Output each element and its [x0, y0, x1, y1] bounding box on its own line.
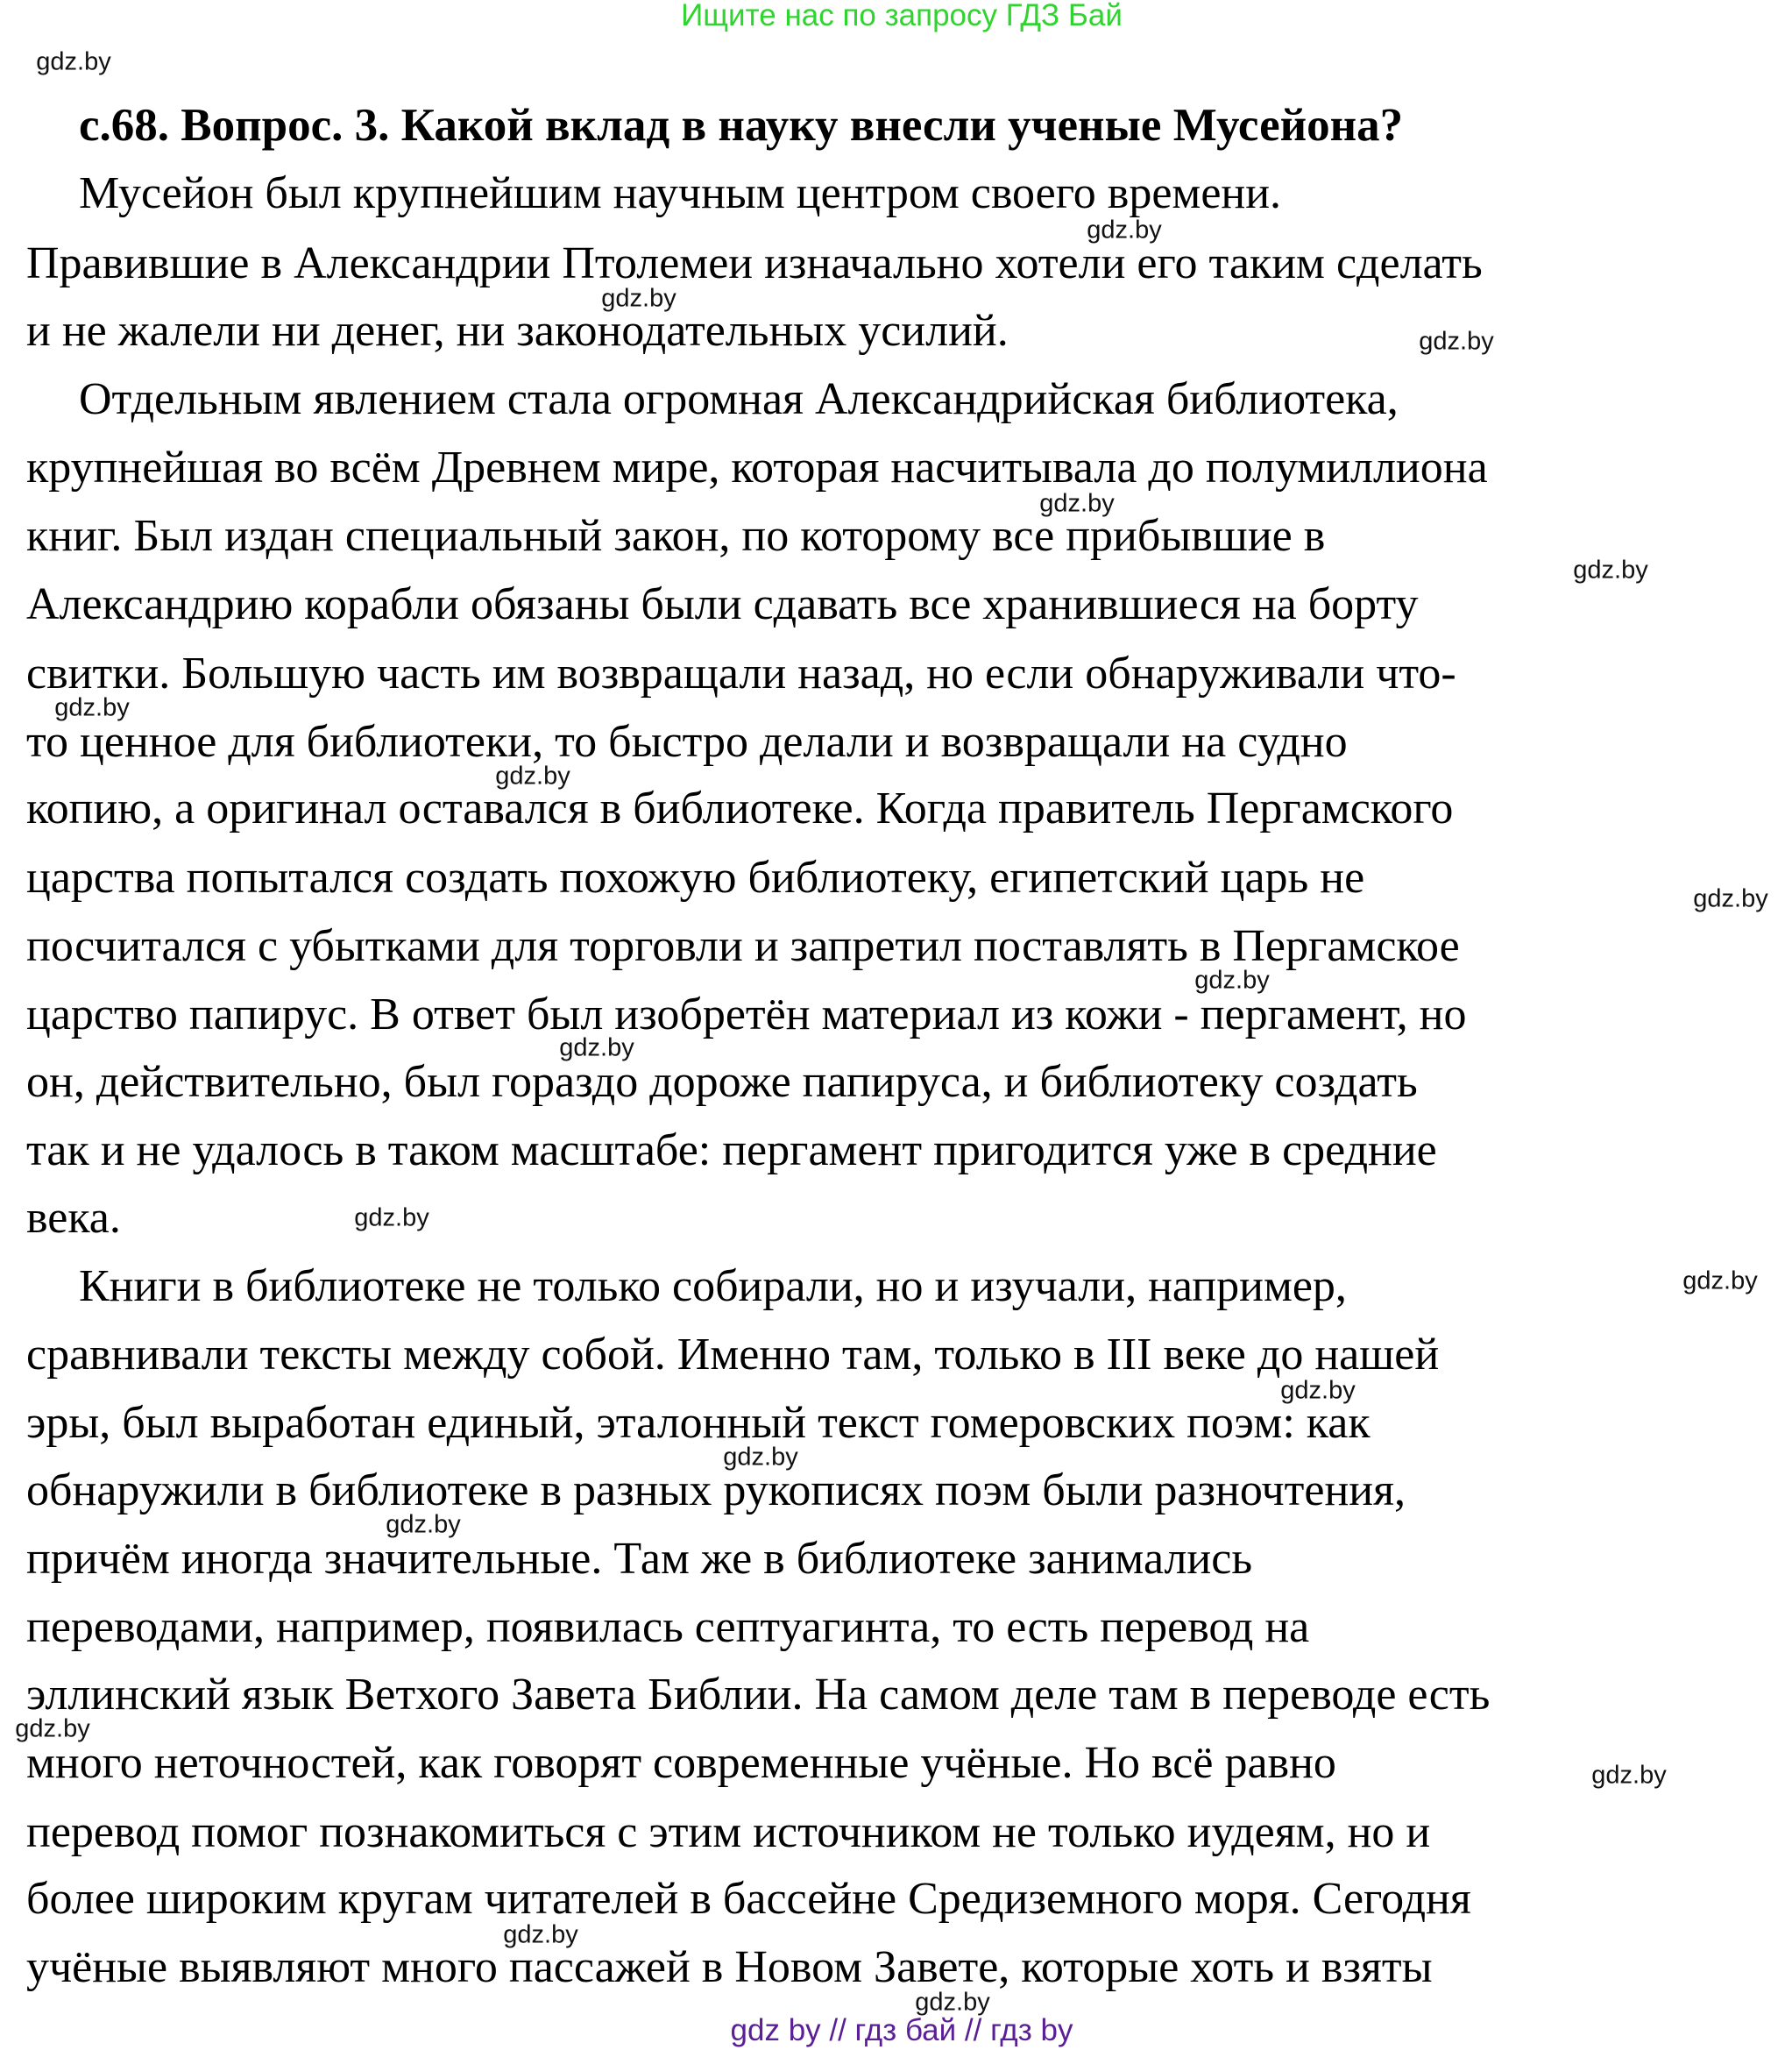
text-line: Александрию корабли обязаны были сдавать все хранившиеся на борту	[26, 579, 1419, 629]
watermark: gdz.by	[36, 47, 111, 76]
text-line: книг. Был издан специальный закон, по которому все прибывшие в	[26, 511, 1326, 561]
watermark: gdz.by	[54, 693, 130, 722]
text-line: крупнейшая во всём Древнем мире, которая насчитывала до полумиллиона	[26, 443, 1488, 493]
watermark: gdz.by	[354, 1203, 429, 1232]
watermark: gdz.by	[1682, 1266, 1758, 1295]
watermark: gdz.by	[1419, 327, 1494, 356]
search-banner: Ищите нас по запросу ГДЗ Бай	[681, 0, 1123, 32]
watermark: gdz.by	[601, 284, 676, 313]
watermark: gdz.by	[1573, 556, 1648, 585]
watermark: gdz.by	[503, 1920, 578, 1949]
text-line: учёные выявляют много пассажей в Новом Завете, которые хоть и взяты	[26, 1942, 1433, 1992]
text-line: перевод помог познакомиться с этим источником не только иудеям, но и	[26, 1807, 1431, 1857]
text-line: он, действительно, был гораздо дороже папируса, и библиотеку создать	[26, 1057, 1418, 1107]
text-line: причём иногда значительные. Там же в библиотеке занимались	[26, 1534, 1253, 1584]
text-line: обнаружили в библиотеке в разных рукописях поэм были разночтения,	[26, 1465, 1406, 1515]
watermark: gdz.by	[495, 762, 570, 791]
watermark: gdz.by	[1693, 884, 1768, 913]
text-line: Мусейон был крупнейшим научным центром своего времени.	[79, 168, 1282, 218]
text-line: копию, а оригинал оставался в библиотеке. Когда правитель Пергамского	[26, 784, 1454, 833]
text-line: Отдельным явлением стала огромная Александрийская библиотека,	[79, 374, 1399, 424]
text-line: так и не удалось в таком масштабе: пергамент пригодится уже в средние	[26, 1125, 1437, 1175]
text-line: свитки. Большую часть им возвращали назад, но если обнаруживали что-	[26, 649, 1456, 699]
text-line: сравнивали тексты между собой. Именно там, только в III веке до нашей	[26, 1330, 1440, 1380]
text-line: то ценное для библиотеки, то быстро делали и возвращали на судно	[26, 717, 1348, 767]
watermark: gdz.by	[559, 1033, 634, 1062]
text-line: посчитался с убытками для торговли и запретил поставлять в Пергамское	[26, 921, 1460, 971]
watermark: gdz.by	[915, 1988, 990, 2017]
text-line: переводами, например, появилась септуагинта, то есть перевод на	[26, 1602, 1310, 1652]
text-line: и не жалели ни денег, ни законодательных усилий.	[26, 306, 1009, 356]
text-line: более широким кругам читателей в бассейне Средиземного моря. Сегодня	[26, 1874, 1471, 1924]
text-line: века.	[26, 1193, 121, 1243]
watermark: gdz.by	[1087, 216, 1162, 245]
watermark: gdz.by	[386, 1510, 461, 1539]
watermark: gdz.by	[723, 1443, 798, 1472]
watermark: gdz.by	[1039, 489, 1115, 518]
text-line: эллинский язык Ветхого Завета Библии. На самом деле там в переводе есть	[26, 1670, 1491, 1720]
question-title: с.68. Вопрос. 3. Какой вклад в науку внесли ученые Мусейона?	[79, 100, 1404, 151]
text-line: Книги в библиотеке не только собирали, но и изучали, например,	[79, 1261, 1347, 1311]
watermark: gdz.by	[1194, 966, 1270, 995]
watermark: gdz.by	[1591, 1761, 1667, 1790]
footer-banner: gdz by // гдз бай // гдз by	[730, 2013, 1073, 2047]
text-line: Правившие в Александрии Птолемеи изначально хотели его таким сделать	[26, 238, 1483, 288]
text-line: много неточностей, как говорят современные учёные. Но всё равно	[26, 1738, 1336, 1788]
text-line: царства попытался создать похожую библиотеку, египетский царь не	[26, 853, 1365, 903]
text-line: эры, был выработан единый, эталонный текст гомеровских поэм: как	[26, 1398, 1371, 1448]
text-line: царство папирус. В ответ был изобретён материал из кожи - пергамент, но	[26, 990, 1467, 1039]
watermark: gdz.by	[15, 1714, 90, 1743]
watermark: gdz.by	[1280, 1376, 1356, 1405]
